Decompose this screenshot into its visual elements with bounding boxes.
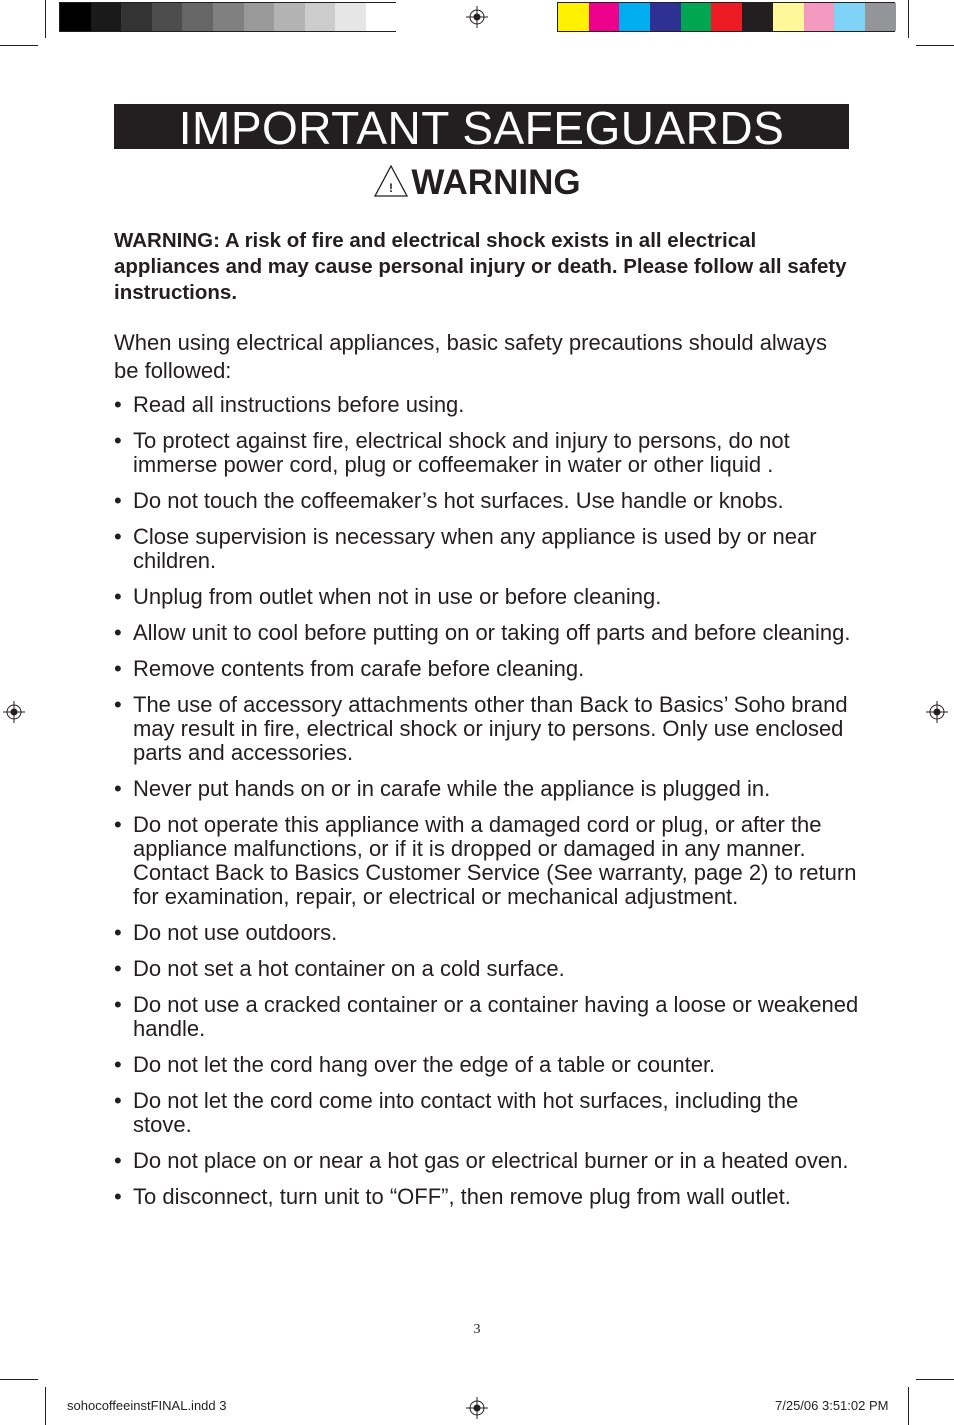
list-item-text: To protect against fire, electrical shock and injury to persons, do not immerse power cord, plug or coffeemaker in water or other liquid .	[133, 428, 790, 477]
bullet-icon: •	[114, 1088, 122, 1113]
bullet-icon: •	[114, 620, 122, 645]
intro-paragraph: When using electrical appliances, basic safety precautions should always be followed:	[114, 330, 827, 383]
crop-mark	[916, 1379, 954, 1380]
bullet-icon: •	[114, 1052, 122, 1077]
list-item-text: Unplug from outlet when not in use or before cleaning.	[133, 584, 662, 609]
warning-triangle-icon	[373, 164, 409, 198]
color-swatch	[681, 3, 712, 31]
list-item	[114, 921, 859, 945]
bullet-icon: •	[114, 920, 122, 945]
page-number: 3	[473, 1322, 481, 1337]
bold-warning-paragraph: WARNING: A risk of fire and electrical shock exists in all electrical appliances and may cause personal injury or death. Please follow all safety instructions.	[114, 229, 847, 304]
bullet-icon: •	[114, 392, 122, 417]
color-swatch	[213, 3, 244, 31]
color-swatch	[91, 3, 122, 31]
list-item-text: Close supervision is necessary when any appliance is used by or near children.	[133, 524, 817, 573]
warning-title: WARNING	[411, 163, 581, 202]
color-swatch	[335, 3, 366, 31]
bullet-icon: •	[114, 656, 122, 681]
color-swatch	[244, 3, 275, 31]
list-item-text: Do not set a hot container on a cold surface.	[133, 956, 565, 981]
list-item-text: Do not let the cord come into contact with hot surfaces, including the stove.	[133, 1088, 799, 1137]
list-item-text: Do not place on or near a hot gas or electrical burner or in a heated oven.	[133, 1148, 849, 1173]
color-swatch	[274, 3, 305, 31]
crop-mark	[0, 1379, 38, 1380]
list-item-text: Do not use a cracked container or a container having a loose or weakened handle.	[133, 992, 859, 1041]
slug-filename: sohocoffeeinstFINAL.indd 3	[67, 1398, 227, 1413]
color-swatch	[804, 3, 835, 31]
bullet-icon: •	[114, 584, 122, 609]
list-item	[114, 1089, 859, 1137]
color-swatch	[60, 3, 91, 31]
crop-mark	[916, 45, 954, 46]
bullet-icon: •	[114, 1184, 122, 1209]
page-title-banner: IMPORTANT SAFEGUARDS	[114, 104, 849, 149]
bullet-icon: •	[114, 992, 122, 1017]
list-item	[114, 429, 859, 477]
bullet-icon: •	[114, 428, 122, 453]
crop-mark	[0, 45, 38, 46]
bullet-icon: •	[114, 524, 122, 549]
list-item	[114, 621, 859, 645]
list-item	[114, 525, 859, 573]
list-item-text: Do not let the cord hang over the edge of a table or counter.	[133, 1052, 716, 1077]
list-item-text: Do not use outdoors.	[133, 920, 338, 945]
grayscale-color-bar	[59, 2, 396, 32]
list-item-text: Never put hands on or in carafe while the appliance is plugged in.	[133, 776, 771, 801]
list-item-text: Allow unit to cool before putting on or taking off parts and before cleaning.	[133, 620, 851, 645]
list-item-text: Do not touch the coffeemaker’s hot surfaces. Use handle or knobs.	[133, 488, 784, 513]
color-swatch	[366, 3, 397, 31]
list-item-text: Remove contents from carafe before cleaning.	[133, 656, 585, 681]
list-item	[114, 585, 859, 609]
list-item	[114, 813, 859, 909]
color-swatch	[589, 3, 620, 31]
registration-mark-icon	[926, 701, 948, 723]
list-item-text: Do not operate this appliance with a damaged cord or plug, or after the appliance malfunctions, or if it is dropped or damaged in any manner. Contact Back to Basics Customer Service (See warranty, page 2) to return for examination, repair, or electrical or mechanical adjustment.	[133, 812, 857, 909]
list-item	[114, 993, 859, 1041]
color-swatch	[711, 3, 742, 31]
color-swatch	[742, 3, 773, 31]
list-item	[114, 1053, 859, 1077]
list-item	[114, 693, 859, 765]
color-swatch	[558, 3, 589, 31]
list-item	[114, 1149, 859, 1173]
color-swatch	[650, 3, 681, 31]
registration-mark-icon	[466, 6, 488, 28]
color-swatch	[305, 3, 336, 31]
color-swatch	[773, 3, 804, 31]
crop-mark	[908, 1387, 909, 1425]
list-item-text: To disconnect, turn unit to “OFF”, then remove plug from wall outlet.	[133, 1184, 791, 1209]
list-item	[114, 657, 859, 681]
safety-instructions-list	[114, 393, 859, 1221]
crop-mark	[45, 0, 46, 38]
color-swatch	[152, 3, 183, 31]
bullet-icon: •	[114, 488, 122, 513]
list-item	[114, 393, 859, 417]
color-swatch	[121, 3, 152, 31]
process-color-bar	[557, 2, 895, 32]
color-swatch	[865, 3, 896, 31]
registration-mark-icon	[3, 701, 25, 723]
list-item	[114, 777, 859, 801]
color-swatch	[619, 3, 650, 31]
list-item	[114, 957, 859, 981]
list-item-text: Read all instructions before using.	[133, 392, 465, 417]
slug-timestamp: 7/25/06 3:51:02 PM	[775, 1398, 889, 1413]
registration-mark-icon	[466, 1397, 488, 1419]
color-swatch	[834, 3, 865, 31]
bullet-icon: •	[114, 692, 122, 717]
svg-text:!: !	[389, 181, 394, 195]
crop-mark	[45, 1387, 46, 1425]
bullet-icon: •	[114, 1148, 122, 1173]
bullet-icon: •	[114, 956, 122, 981]
bullet-icon: •	[114, 812, 122, 837]
warning-heading	[0, 163, 954, 203]
bullet-icon: •	[114, 776, 122, 801]
list-item	[114, 489, 859, 513]
list-item	[114, 1185, 859, 1209]
crop-mark	[908, 0, 909, 38]
list-item-text: The use of accessory attachments other than Back to Basics’ Soho brand may result in fire, electrical shock or injury to persons. Only use enclosed parts and accessories.	[133, 692, 848, 765]
color-swatch	[182, 3, 213, 31]
